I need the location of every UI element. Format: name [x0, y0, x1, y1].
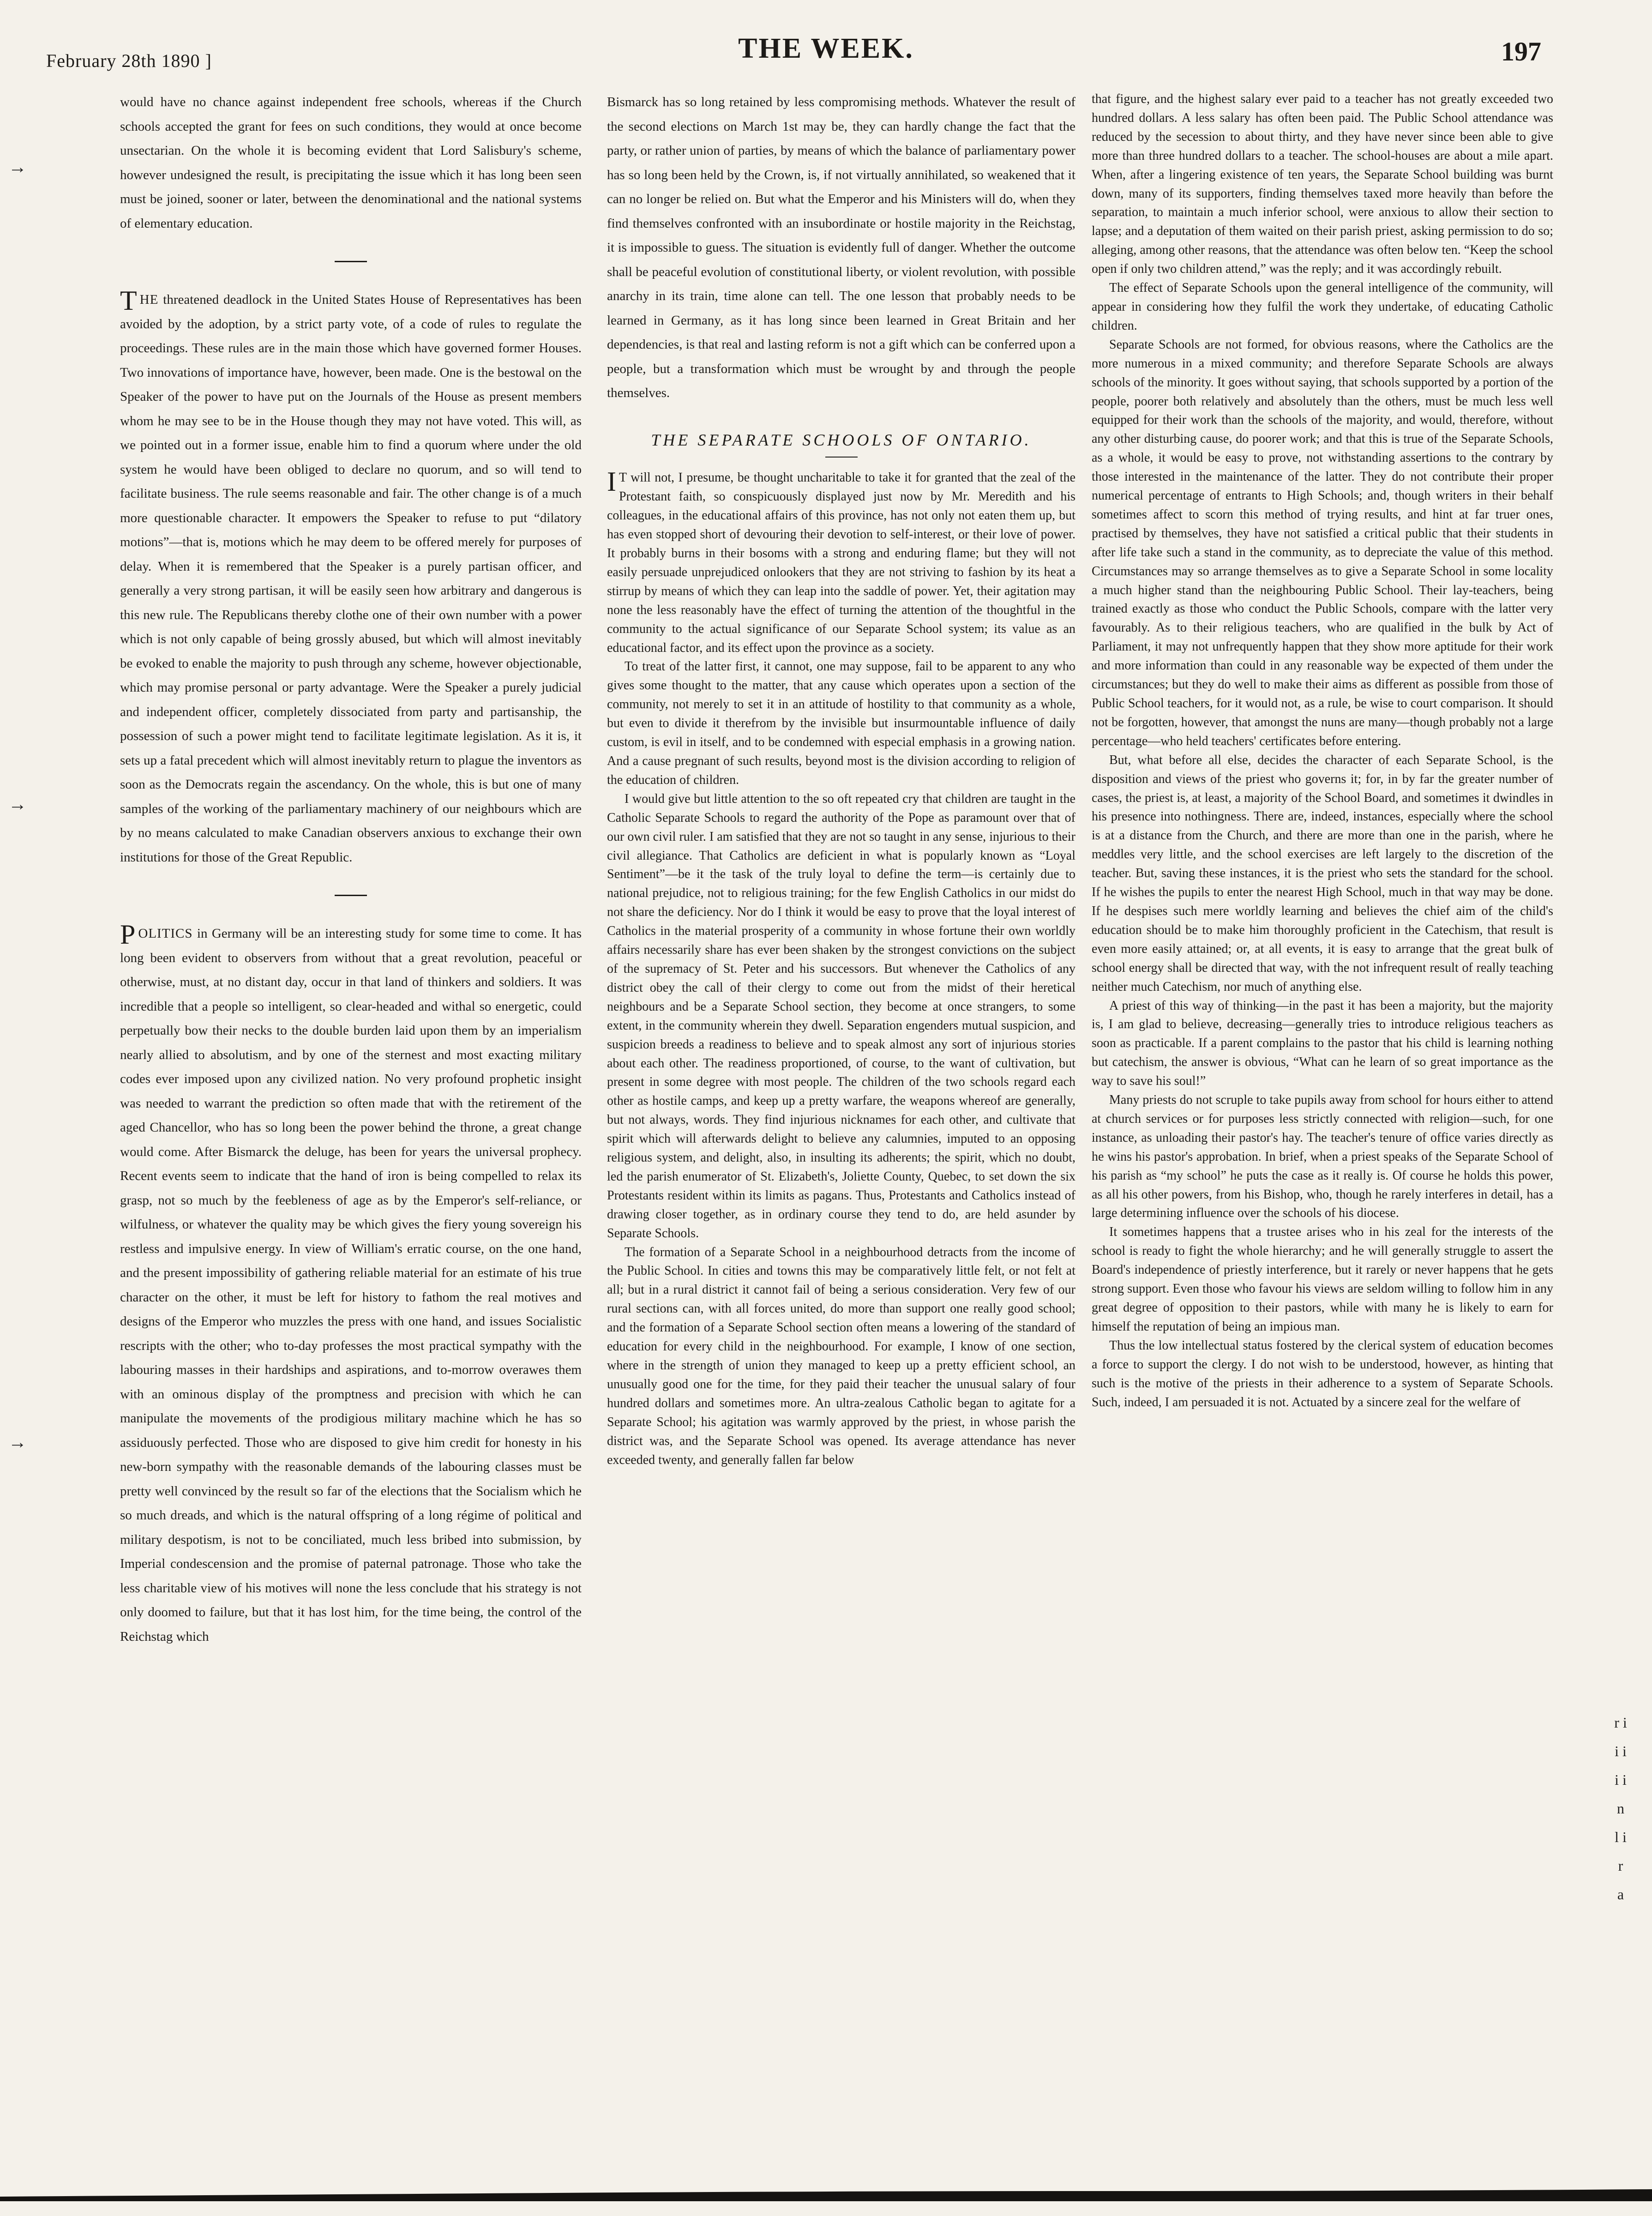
article-paragraph: The formation of a Separate School in a neighbourhood detracts from the income of the Public School. In cities and towns this may be comparatively little felt, or not felt at all; but in a rural district it cannot fail of being a serious consideration. Very few of our rural sections can, with all forces united, do more than support one really good school; and the formation of a Separate School section often means a lowering of the standard of education for every child in the neighbourhood. For example, I know of one section, where in the strength of union they managed to keep up a pretty efficient school, an unusually good one for the time, for they paid their teacher the unusual salary of four hundred dollars and sometimes more. An ultra-zealous Catholic began to agitate for a Separate School; his agitation was warmly approved by the priest, in whose parish the district was, and the Separate School was opened. Its average attendance has never exceeded twenty, and generally fallen far below [607, 1245, 1075, 1467]
section-divider [335, 261, 367, 262]
margin-arrow-mark: → [8, 1432, 27, 1452]
masthead-title: THE WEEK. [738, 33, 914, 64]
article-paragraph: I T will not, I presume, be thought uncharitable to take it for granted that the zeal of the Protestant faith, so conspicuously displayed just now by Mr. Meredith and his colleagues, in the educational affairs of this province, has not only not eaten them up, but has even stopped short of devouring their devotion to self-interest, or their love of power. It probably burns in their bosoms with a strong and enduring flame; but they will not easily persuade unprejudiced onlookers that they are not striving to fashion by its heat a stirrup by means of which they can leap into the saddle of power. Yet, their agitation may none the less reasonably have the effect of turning the attention of the thoughtful in the community to the actual significance of our Separate School system; its value as an educational factor, and its effect upon the province as a society. [607, 466, 1075, 655]
column-right [1092, 90, 1553, 2168]
article-separate-schools [607, 431, 1075, 1470]
section-divider [335, 895, 367, 896]
margin-arrow-mark: → [8, 157, 27, 177]
article-paragraph: Thus the low intellectual status fostered by the clerical system of education becomes a force to support the clergy. I do not wish to be understood, however, as hinting that such is the motive of the priests in their adherence to a system of Separate Schools. Such, indeed, I am persuaded it is not. Actuated by a sincere zeal for the welfare of [1092, 1338, 1553, 1409]
drop-cap: T [120, 285, 137, 316]
page-bottom-edge [0, 2183, 1652, 2201]
column-middle [607, 90, 1075, 2168]
title-rule [825, 457, 858, 458]
paragraph-germany-continued: Bismarck has so long retained by less compromising methods. Whatever the result of the second elections on March 1st may be, they can hardly change the fact that the party, or rather union of parties, by means of which the balance of parliamentary power has so long been held by the Crown, is, if not virtually annihilated, so weakened that it can no longer be relied on. But what the Emperor and his Ministers will do, when they find themselves confronted with an insubordinate or hostile majority in the Reichstag, it is impossible to guess. The situation is evidently full of danger. Whether the outcome shall be peaceful evolution of constitutional liberty, or violent revolution, with possible anarchy in its train, time alone can tell. The one lesson that probably needs to be learned in Germany, as it has long since been learned in Great Britain and her dependencies, is that real and lasting reform is not a gift which can be conferred upon a people, but a transformation which must be wrought by and through the people themselves. [607, 95, 1075, 400]
article-paragraph: that figure, and the highest salary ever paid to a teacher has not greatly exceeded two hundred dollars. A less salary has often been paid. The Public School attendance was reduced by the secession to about thirty, and they have never since been able to give more than three hundred dollars to a teacher. The school-houses are about a mile apart. When, after a lingering existence of ten years, the Separate School building was burnt down, many of its supporters, finding themselves taxed more heavily than before the separation, to maintain a much inferior school, were anxious to allow their section to lapse; and a deputation of them waited on their parish priest, asking permission to do so; alleging, among other reasons, that the attendance was often below ten. “Keep the school open if only two children attend,” was the reply; and it was accordingly rebuilt. [1092, 92, 1553, 277]
page-header [0, 0, 1652, 97]
article-paragraph: I would give but little attention to the so oft repeated cry that children are taught in the Catholic Separate Schools to regard the authority of the Pope as paramount over that of our own civil ruler. I am satisfied that they are not so taught in any sense, injurious to their civil allegiance. That Catholics are deficient in what is popularly known as “Loyal Sentiment”—be it the task of the truly loyal to define the term—is certainly due to national prejudice, not to religious training; for the few English Catholics in our midst do not share the deficiency. Nor do I think it would be easy to prove that the loyal interest of Catholics in the material prosperity of a community in whose fortune their own worldly affairs necessarily share has ever been shaken by the strongest convictions on the subject of the supremacy of St. Peter and his successors. But whenever the Catholics of any district obey the call of their clergy to come out from the midst of their heretical neighbours and be a Separate School section, they become at once strangers, to some extent, in the community wherein they dwell. Separation engenders mutual suspicion, and suspicion breeds a readiness to believe and to speak almost any sort of injurious stories about each other. The readiness proportioned, of course, to the want of cultivation, but present in some degree with most people. The children of the two schools regard each other as hostile camps, and keep up a pretty warfare, the weapons whereof are generally, but not always, words. They find injurious nicknames for each other, and cultivate that spirit which will afterwards delight to believe any calumnies, imputed to an opposing religious system, and delight, also, in insulting its adherents; the spirit, which no doubt, led the parish enumerator of St. Elizabeth's, Joliette County, Quebec, to set down the six Protestants resident within its limits as pagans. Thus, Protestants and Catholics instead of drawing closer together, as in ordinary course they tend to do, are held asunder by Separate Schools. [607, 791, 1075, 1240]
article-paragraph: It sometimes happens that a trustee arises who in his zeal for the interests of the school is ready to fight the whole hierarchy; and he will generally struggle to assert the Board's independence of priestly interference, but it rarely or never happens that he gets strong support. Even those who favour his views are seldom willing to follow him in any great degree of opposition to their pastors, while with many he is likely to earn for himself the reputation of being an impious man. [1092, 1225, 1553, 1334]
issue-date: February 28th 1890 ] [46, 50, 212, 71]
paragraph-salisbury-schools: would have no chance against independent free schools, whereas if the Church schools accepted the grant for fees on such conditions, they would at once become unsectarian. On the whole it is becoming evident that Lord Salisbury's scheme, however undesigned the result, is precipitating the issue which it has long been seen must be joined, sooner or later, between the denominational and the national systems of elementary education. [120, 95, 582, 231]
margin-letters: r i i i i i n l i r a [1614, 1714, 1627, 1903]
article-paragraph: The effect of Separate Schools upon the general intelligence of the community, will appear in considering how they fulfil the work they undertake, of educating Catholic children. [1092, 281, 1553, 333]
article-paragraph: Separate Schools are not formed, for obvious reasons, where the Catholics are the more numerous in a mixed community; and therefore Separate Schools are always schools of the minority. It goes without saying, that schools supported by a portion of the people, poorer both relatively and absolutely than the others, must be much less well equipped for their work than the schools of the majority, and would, therefore, without any other disturbing cause, do poorer work; and that this is true of the Separate Schools, as a whole, it would be easy to prove, not withstanding assertions to the contrary by those interested in the maintenance of the latter. They do not contribute their proper numerical percentage of entrants to High Schools; and, though writers in their behalf sometimes affect to scorn this method of trying results, and hint at far truer ones, practised by themselves, they have not satisfied a critical public that their students in after life take such a stand in the community, as to depreciate the value of this method. Circumstances may so arrange themselves as to give a Separate School in some locality a much higher stand than the neighbouring Public School. Their lay-teachers, being trained exactly as those who conduct the Public Schools, compare with the latter very favourably. As to their religious teachers, who are qualified in the bulk by Act of Parliament, it may not unfrequently happen that they show more aptitude for their work and more information than could in any reasonable way be expected of them under the circumstances; but they do well to make their aims as different as possible from those of Public School teachers, for it would not, as a rule, be wise to court comparison. It should not be forgotten, however, that amongst the nuns are many—though probably not a large percentage—who held teachers' certificates before entering. [1092, 337, 1553, 748]
column-left [120, 90, 582, 2168]
article-paragraph: A priest of this way of thinking—in the past it has been a majority, but the majority is, I am glad to believe, decreasing—generally tries to introduce religious teachers as soon as practicable. If a parent complains to the pastor that his child is learning nothing but catechism, the answer is obvious, “What can he learn of so great importance as the way to save his soul!” [1092, 998, 1553, 1089]
margin-arrow-mark: → [8, 794, 27, 814]
article-paragraph: Many priests do not scruple to take pupils away from school for hours either to attend at church services or for purposes less strictly connected with religion—such, for one instance, as unloading their pastor's hay. The teacher's tenure of office varies directly as he wins his pastor's approbation. In brief, when a priest speaks of the Separate School of his parish as “my school” he puts the case as it really is. Of course he holds this power, as all his other powers, from his Bishop, who, though he rarely interferes in detail, has a large determining influence over the schools of his diocese. [1092, 1093, 1553, 1221]
article-title: THE SEPARATE SCHOOLS OF ONTARIO. [651, 430, 1032, 449]
paragraph-germany-politics: POLITICS in Germany will be an interesting study for some time to come. It has long been evident to observers from without that a great revolution, peaceful or otherwise, must, at no distant day, occur in that land of thinkers and soldiers. It was incredible that a people so intelligent, so clear-headed and withal so energetic, could perpetually bow their necks to the double burden laid upon them by an imperialism nearly allied to absolutism, and by one of the sternest and most exacting military codes ever imposed upon any civilized nation. No very profound prophetic insight was needed to warrant the prediction so often made that with the retirement of the aged Chancellor, who has so long been the power behind the throne, a great change would come. After Bismarck the deluge, has been for years the universal prophecy. Recent events seem to indicate that the hand of iron is being compelled to relax its grasp, not so much by the feebleness of age as by the Emperor's self-reliance, or wilfulness, or whatever the quality may be which gives the fiery young sovereign his restless and impulsive energy. In view of William's erratic course, on the one hand, and the present impossibility of gathering reliable material for an estimate of his true character on the other, it must be left for history to fathom the real motives and designs of the Emperor who muzzles the press with one hand, and issues Socialistic rescripts with the other; who to-day professes the most practical sympathy with the labouring masses in their hardships and aspirations, and to-morrow overawes them with an ominous display of the promptness and precision with which he can manipulate the movements of the prodigious military machine which he has so assiduously perfected. Those who are disposed to give him credit for honesty in his new-born sympathy with the reasonable demands of the labouring classes must be pretty well convinced by the result so far of the elections that the Socialism which he so much dreads, and which is the natural offspring of a long régime of political and military despotism, is not to be conciliated, much less bribed into submission, by Imperial condescension and the promise of paternal patronage. Those who take the less charitable view of his motives will none the less conclude that his strategy is not only doomed to failure, but that it has lost him, for the time being, the control of the Reichstag which [120, 919, 582, 1644]
page-number: 197 [1501, 36, 1541, 66]
drop-cap: I [607, 466, 616, 497]
paragraph-us-house: THE threatened deadlock in the United States House of Representatives has been avoided by the adoption, by a strict party vote, of a code of rules to regulate the proceedings. These rules are in the main those which have governed former Houses. Two innovations of importance have, however, been made. One is the bestowal on the Speaker of the power to have put on the Journals of the House as present members whom he may see to be in the House though they may not have voted. This will, as we pointed out in a former issue, enable him to find a quorum where under the old system he would have been obliged to declare no quorum, and so will tend to facilitate business. The rule seems reasonable and fair. The other change is of a much more questionable character. It empowers the Speaker to refuse to put “dilatory motions”—that is, motions which he may deem to be offered merely for purposes of delay. When it is remembered that the Speaker is a purely partisan officer, and generally a very strong partisan, it will be easily seen how arbitrary and dangerous is this new rule. The Republicans thereby clothe one of their own number with a power which is not only capable of being grossly abused, but which will almost inevitably be evoked to enable the majority to push through any scheme, however objectionable, which may promise personal or party advantage. Were the Speaker a purely judicial and independent officer, completely dissociated from party and partisanship, the possession of such a power might tend to facilitate legitimate legislation. As it is, it sets up a fatal precedent which will almost inevitably return to plague the inventors as soon as the Democrats regain the ascendancy. On the whole, this is but one of many samples of the working of the parliamentary machinery of our neighbours which are by no means calculated to make Canadian observers anxious to exchange their own institutions for those of the Great Republic. [120, 285, 582, 865]
drop-cap: P [120, 919, 136, 950]
article-paragraph: But, what before all else, decides the character of each Separate School, is the disposition and views of the priest who governs it; for, in by far the greater number of cases, the priest is, at least, a majority of the School Board, and sometimes it dwindles in his presence into nothingness. There are, indeed, instances, especially where the school is at a distance from the Church, and there are more than one in the parish, where he meddles very little, and the school exercises are left largely to the discretion of the teacher. But, saving these instances, it is the priest who sets the standard for the school. If he wishes the pupils to enter the nearest High School, much in that way may be done. If he despises such mere worldly learning and believes the chief aim of the child's education should be to make him thoroughly proficient in the Catechism, that result is even more easily attained; or, at all events, it is easy to arrange that the great bulk of school energy shall be directed that way, with the not infrequent result of really teaching neither much Catechism, nor much of anything else. [1092, 753, 1553, 994]
article-paragraph: To treat of the latter first, it cannot, one may suppose, fail to be apparent to any who gives some thought to the matter, that any cause which operates upon a section of the community, not merely to set it in an attitude of hostility to that community as a whole, but even to divide it therefrom by the invisible but insurmountable influence of daily custom, is evil in itself, and to be condemned with especial emphasis in a growing nation. And a cause pregnant of such results, beyond most is the division according to religion of the education of children. [607, 659, 1075, 787]
